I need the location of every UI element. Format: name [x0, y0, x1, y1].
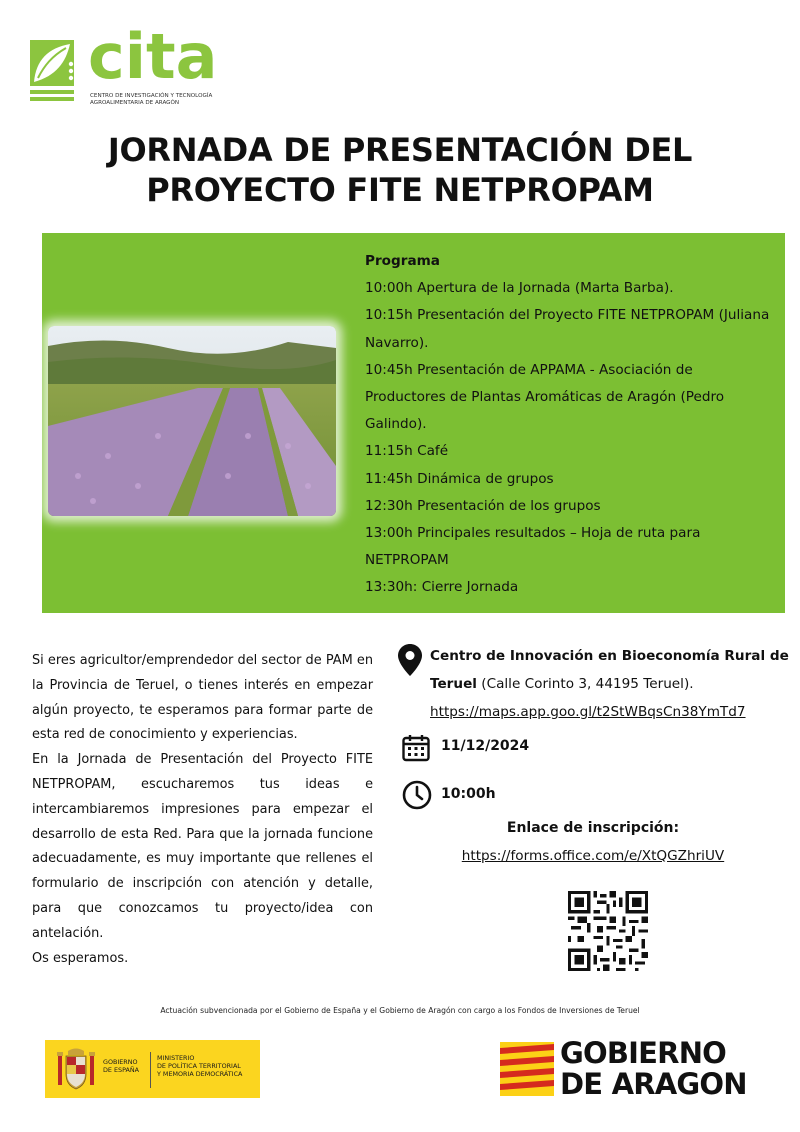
venue-name: Centro de Innovación en Bioeconomía Rural de Teruel — [430, 648, 789, 692]
program-item: 10:45h Presentación de APPAMA - Asociación de Productores de Plantas Aromáticas de Aragón (Pedro Galindo). — [365, 361, 725, 433]
aragon-line2: DE ARAGON — [560, 1067, 747, 1101]
ministry-line2: DE POLÍTICA TERRITORIAL — [157, 1062, 241, 1070]
logo-divider — [150, 1052, 151, 1088]
program-item: 11:15h Café — [365, 443, 449, 460]
cita-subtitle-line1: CENTRO DE INVESTIGACIÓN Y TECNOLOGÍA — [90, 93, 213, 99]
program-item: 12:30h Presentación de los grupos — [365, 497, 601, 514]
program-item: 11:45h Dinámica de grupos — [365, 470, 554, 487]
funding-note: Actuación subvencionada por el Gobierno de España y el Gobierno de Aragón con cargo a los Fondos de Inversiones de Teruel — [160, 1006, 640, 1015]
spain-coat-of-arms-icon — [55, 1047, 97, 1091]
aragon-line1: GOBIERNO — [560, 1036, 727, 1070]
intro-paragraph-3: Os esperamos. — [32, 950, 129, 966]
gobierno-aragon-logo — [500, 1038, 760, 1100]
program-item: 10:00h Apertura de la Jornada (Marta Barba). — [365, 280, 674, 297]
aragon-flag-icon — [500, 1042, 554, 1096]
cita-subtitle — [90, 93, 240, 106]
program-item: 10:15h Presentación del Proyecto FITE NETPROPAM (Juliana Navarro). — [365, 307, 770, 351]
intro-text — [32, 649, 373, 971]
cita-leaf-icon — [30, 40, 80, 104]
cita-subtitle-line2: AGROALIMENTARIA DE ARAGÓN — [90, 99, 180, 106]
gob-es-line2: DE ESPAÑA — [103, 1066, 140, 1074]
event-time: 10:00h — [441, 786, 496, 802]
cita-logo — [30, 20, 218, 110]
program-list — [365, 248, 775, 602]
qr-code[interactable] — [568, 891, 648, 971]
calendar-icon — [402, 734, 430, 762]
registration-link[interactable]: https://forms.office.com/e/XtQGZhriUV — [461, 848, 725, 864]
intro-paragraph-1: Si eres agricultor/emprendedor del sector de PAM en la Provincia de Teruel, o tienes interés en empezar algún proyecto, te esperamos para formar parte de esta red de conocimiento y experiencias. — [32, 653, 373, 743]
map-link[interactable]: https://maps.app.goo.gl/t2StWBqsCn38YmTd7 — [430, 704, 746, 720]
page-title — [0, 130, 800, 210]
venue — [430, 642, 790, 726]
clock-icon — [402, 780, 432, 810]
intro-paragraph-2: En la Jornada de Presentación del Proyecto FITE NETPROPAM, escucharemos tus ideas e intercambiaremos impresiones para empezar el desarrollo de esta Red. Para que la jornada funcione adecuadamente, es muy importante que rellenes el formulario de inscripción con atención y detalle, para que conozcamos tu proyecto/idea con antelación. — [32, 752, 373, 941]
gob-es-line1: GOBIERNO — [103, 1058, 138, 1066]
registration-label: Enlace de inscripción: — [506, 820, 680, 836]
venue-address: (Calle Corinto 3, 44195 Teruel). — [476, 676, 694, 692]
program-band — [42, 233, 785, 613]
ministry-line1: MINISTERIO — [157, 1054, 195, 1062]
title-line1: JORNADA DE PRESENTACIÓN DEL — [107, 131, 693, 169]
cita-wordmark: cita — [88, 20, 218, 93]
ministry-line3: Y MEMORIA DEMOCRÁTICA — [157, 1070, 243, 1078]
gobierno-espana-text — [103, 1058, 149, 1074]
ministry-text — [157, 1054, 257, 1078]
event-date: 11/12/2024 — [441, 738, 530, 754]
program-item: 13:00h Principales resultados – Hoja de ruta para NETPROPAM — [365, 525, 701, 569]
program-item: 13:30h: Cierre Jornada — [365, 579, 519, 596]
lavender-field-photo — [48, 326, 336, 516]
program-heading: Programa — [365, 253, 440, 269]
title-line2: PROYECTO FITE NETPROPAM — [146, 171, 654, 209]
location-pin-icon — [398, 644, 422, 676]
gobierno-espana-logo — [45, 1040, 260, 1098]
aragon-wordmark — [560, 1038, 747, 1100]
